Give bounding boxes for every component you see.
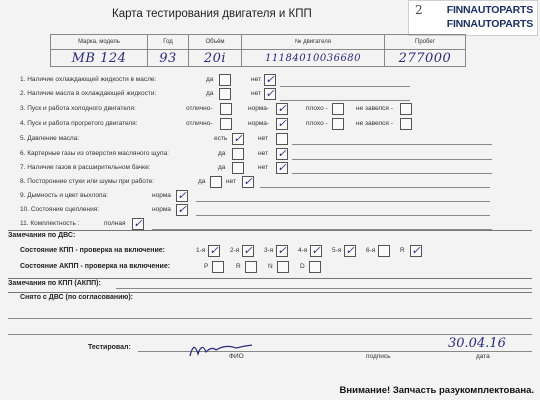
fio-caption: ФИО (229, 353, 244, 360)
akpp-gear-d-box[interactable] (309, 261, 321, 273)
q3-label: 3. Пуск и работа холодного двигателя: (20, 105, 136, 112)
q3-box-excellent[interactable] (220, 103, 232, 115)
col-model: Марка, модель (51, 35, 148, 50)
section-kpp-remarks-title: Замечания по КПП (АКПП): (8, 280, 101, 287)
q1-opt-yes: да (206, 76, 214, 83)
q10-line (196, 215, 490, 216)
q8-label: 8. Посторонние стуки или шумы при работе: (20, 178, 155, 185)
akpp-gear-n-label: N (268, 263, 273, 270)
q2-opt-no: нет (251, 90, 261, 97)
q6-opt-yes: да (218, 150, 226, 157)
section-dvs-title: Замечания по ДВС: (8, 232, 76, 239)
section-divider-dvs (8, 230, 532, 231)
kpp-gear-r-label: R (400, 247, 405, 254)
signature-caption: подпись (366, 353, 391, 360)
kpp-gear-1-label: 1-я (196, 247, 206, 254)
col-engine-number: № двигателя (242, 35, 385, 50)
q8-line (260, 187, 490, 188)
kpp-gear-2-box[interactable]: ✓ (243, 244, 253, 257)
q1-opt-no: нет (251, 76, 261, 83)
brand-text-top: FINNAUTOPARTS (446, 4, 533, 16)
q8-opt-no: нет (226, 178, 236, 185)
q7-line (292, 173, 492, 174)
q1-label: 1. Наличие охлаждающей жидкости в масле: (20, 76, 157, 83)
q5-label: 5. Давление масла: (20, 135, 80, 142)
kpp-gear-5-box[interactable]: ✓ (345, 244, 355, 257)
q2-label: 2. Наличие масла в охлаждающей жидкости: (20, 90, 157, 97)
q4-box-no-start[interactable] (400, 118, 412, 130)
akpp-gear-d-label: D (300, 263, 305, 270)
akpp-gear-r-label: R (236, 263, 241, 270)
q5-line (292, 144, 492, 145)
q3-box-normal[interactable]: ✓ (277, 102, 287, 115)
kpp-gear-1-box[interactable]: ✓ (209, 244, 219, 257)
q9-box-normal[interactable]: ✓ (177, 189, 187, 202)
q2-line (280, 100, 410, 101)
value-volume: 20i (189, 50, 242, 67)
q3-box-bad[interactable] (332, 103, 344, 115)
akpp-label: Состояние АКПП - проверка на включение: (20, 263, 171, 270)
removed-line-1 (8, 318, 532, 319)
q7-label: 7. Наличие газов в расширительном бачке: (20, 164, 151, 171)
document-title: Карта тестирования двигателя и КПП (112, 8, 312, 20)
q9-line (196, 201, 490, 202)
q11-box-full[interactable]: ✓ (133, 217, 143, 230)
kpp-gear-4-box[interactable]: ✓ (311, 244, 321, 257)
akpp-gear-n-box[interactable] (277, 261, 289, 273)
q4-box-normal[interactable]: ✓ (277, 117, 287, 130)
q3-opt-bad: плохо - (306, 105, 328, 112)
section-removed-title: Снято с ДВС (по согласованию): (20, 294, 134, 301)
col-year: Год (148, 35, 189, 50)
q2-opt-yes: да (206, 90, 214, 97)
q11-opt-full: полная (104, 220, 126, 227)
q4-opt-bad: плохо - (306, 120, 328, 127)
q9-label: 9. Дымность и цвет выхлопа: (20, 192, 108, 199)
q5-box-yes[interactable]: ✓ (233, 132, 243, 145)
q3-opt-excellent: отлично- (186, 105, 213, 112)
kpp-gear-3-label: 3-я (264, 247, 274, 254)
q1-box-yes[interactable] (219, 74, 231, 86)
q5-opt-no: нет (258, 135, 268, 142)
q10-opt-normal: норма (152, 206, 171, 213)
q6-line (292, 159, 492, 160)
q7-box-yes[interactable] (232, 162, 244, 174)
q10-box-normal[interactable]: ✓ (177, 203, 187, 216)
warning-note: Внимание! Запчасть разукомплектована. (339, 385, 534, 396)
removed-line-2 (8, 334, 532, 335)
q2-box-no[interactable]: ✓ (265, 87, 275, 100)
kpp-remarks-line (116, 288, 532, 289)
akpp-gear-r-box[interactable] (245, 261, 257, 273)
section-divider-removed (8, 292, 532, 293)
q4-box-excellent[interactable] (220, 118, 232, 130)
q8-box-no[interactable]: ✓ (243, 175, 253, 188)
signature-image (186, 336, 256, 360)
akpp-gear-p-label: P (204, 263, 209, 270)
q4-opt-excellent: отлично- (186, 120, 213, 127)
kpp-label: Состояние КПП - проверка на включение: (20, 247, 165, 254)
q8-box-yes[interactable] (210, 176, 222, 188)
q8-opt-yes: да (198, 178, 206, 185)
q9-opt-normal: норма (152, 192, 171, 199)
section-divider-kpp (8, 278, 532, 279)
value-year: 93 (148, 50, 189, 67)
akpp-gear-p-box[interactable] (212, 261, 224, 273)
kpp-gear-6-box[interactable] (378, 245, 390, 257)
value-engine-number: 11184010036680 (242, 50, 385, 67)
tested-label: Тестировал: (88, 344, 131, 351)
kpp-gear-2-label: 2-я (230, 247, 240, 254)
kpp-gear-4-label: 4-я (298, 247, 308, 254)
q4-box-bad[interactable] (332, 118, 344, 130)
watermark-logo (408, 0, 538, 36)
col-mileage: Пробег (385, 35, 466, 50)
q3-opt-no-start: не завелся - (356, 105, 393, 112)
page-number: 2 (415, 3, 423, 17)
q3-opt-normal: норма- (248, 105, 270, 112)
q3-box-no-start[interactable] (400, 103, 412, 115)
q7-opt-no: нет (258, 164, 268, 171)
q6-opt-no: нет (258, 150, 268, 157)
q4-label: 4. Пуск и работа прогретого двигателя: (20, 120, 138, 127)
q7-opt-yes: да (218, 164, 226, 171)
kpp-gear-3-box[interactable]: ✓ (277, 244, 287, 257)
date-value: 30.04.16 (448, 336, 506, 351)
q6-label: 6. Картерные газы из отверстия масляного щупа: (20, 150, 169, 157)
q5-opt-yes: есть (214, 135, 228, 142)
q10-label: 10. Состояние сцепления: (20, 206, 100, 213)
value-model: MB 124 (51, 50, 148, 67)
q4-opt-no-start: не завелся - (356, 120, 393, 127)
vehicle-info-table (50, 34, 466, 67)
q1-box-no[interactable]: ✓ (265, 73, 275, 86)
q11-label: 11. Комплектность : (20, 220, 80, 227)
kpp-gear-6-label: 6-я (366, 247, 376, 254)
kpp-gear-5-label: 5-я (332, 247, 342, 254)
date-caption: дата (476, 353, 490, 360)
col-volume: Объём (189, 35, 242, 50)
q5-box-no[interactable] (276, 133, 288, 145)
q6-box-no[interactable]: ✓ (277, 147, 287, 160)
value-mileage: 277000 (385, 50, 466, 67)
q2-box-yes[interactable] (219, 88, 231, 100)
kpp-gear-r-box[interactable]: ✓ (411, 244, 421, 257)
q6-box-yes[interactable] (232, 148, 244, 160)
brand-text-bottom: FINNAUTOPARTS (446, 18, 533, 30)
q4-opt-normal: норма- (248, 120, 270, 127)
q7-box-no[interactable]: ✓ (277, 161, 287, 174)
q1-line (280, 86, 410, 87)
